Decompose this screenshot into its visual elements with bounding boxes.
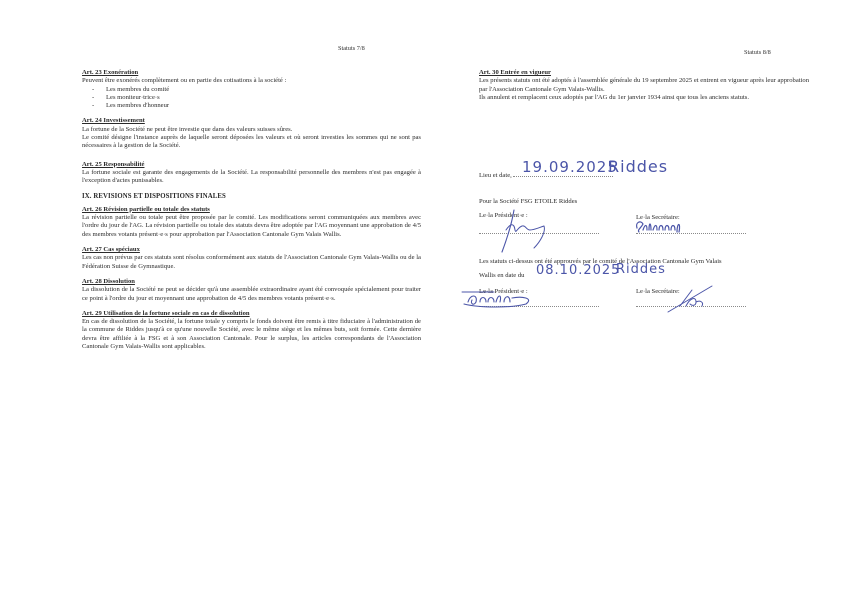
article-text: La révision partielle ou totale peut être proposée par le comité. Les modifications seront communiquées aux membres avec l'ordre du jour de l'AG. La révision partielle ou totale des statuts devra être adoptée par l'AG moyennant une approbation de 4/5 des membres votants présent·e·s pour approbation par l'Association Cantonale Gym Valais Wallis. (82, 214, 421, 238)
article-title: Art. 27 Cas spéciaux (82, 246, 140, 254)
page-number: Statuts 7/8 (338, 45, 365, 52)
article-text: Les présents statuts ont été adoptés à l'assemblée générale du 19 septembre 2025 et entrent en vigueur après leur approbation par l'Association Cantonale Gym Valais-Wallis. (479, 77, 809, 93)
article-25 (82, 161, 421, 186)
page-7-content (82, 69, 421, 358)
approval-secretary-signature (666, 284, 716, 314)
approval-president-label: Le·la Président·e : (479, 288, 528, 295)
page-number: Statuts 8/8 (744, 49, 771, 56)
article-text: Le comité désigne l'instance auprès de laquelle seront déposées les valeurs et où seront investies les sommes qui ne sont pas nécessaires à la gestion de la Société. (82, 134, 421, 150)
approval-handwritten-date: 08.10.2025 (536, 263, 621, 278)
article-24 (82, 117, 421, 150)
section-title: IX. REVISIONS ET DISPOSITIONS FINALES (82, 192, 226, 200)
president-signature (500, 208, 560, 253)
approval-secretary-label: Le·la Secrétaire: (636, 288, 680, 295)
page-8 (430, 0, 841, 595)
list-item: - Les membres d'honneur (92, 102, 421, 110)
article-title: Art. 23 Exonération (82, 69, 139, 76)
approval-text-line2: Wallis en date du (479, 272, 525, 279)
article-30 (479, 69, 809, 102)
article-text: En cas de dissolution de la Société, la fortune totale y compris le fonds doivent être remis à titre fiduciaire à l'administration de la commune de Riddes jusqu'à ce qu'une nouvelle Société, avec le même siège et les mêmes buts, soit formée. Cette dernière devra être affiliée à la FSG et à son Association Cantonale. Pour le surplus, les articles correspondants de l'Association Cantonale Gym Valais-Wallis sont applicables. (82, 318, 421, 351)
approval-president-signature (460, 288, 550, 310)
article-text: Ils annulent et remplacent ceux adoptés par l'AG du 1er janvier 1934 ainsi que tous les anciens statuts. (479, 93, 749, 101)
society-secretary-label: Le·la Secrétaire: (636, 214, 680, 221)
article-text: Peuvent être exonérés complètement ou en partie des cotisations à la société : (82, 77, 287, 85)
list-item: - Les moniteur·trice·s (92, 94, 421, 102)
approval-text-line1: Les statuts ci-dessus ont été approuvés par le comité de l'Association Cantonale Gym Valais (479, 258, 722, 265)
article-title: Art. 24 Investissement (82, 117, 145, 125)
exemption-list (82, 86, 421, 111)
article-29 (82, 310, 421, 351)
article-23 (82, 69, 421, 110)
list-item: - Les membres du comité (92, 86, 421, 94)
page-8-content (479, 69, 809, 109)
approval-handwritten-place: Riddes (616, 262, 666, 277)
article-title: Art. 28 Dissolution (82, 277, 135, 285)
society-president-label: Le·la Président·e : (479, 212, 528, 219)
article-text: La fortune sociale est garante des engagements de la Société. La responsabilité personnelle des membres n'est pas engagée à l'exception d'actes punissables. (82, 168, 421, 185)
article-28 (82, 278, 421, 303)
place-date-label: Lieu et date, (479, 172, 512, 179)
article-title: Art. 25 Responsabilité (82, 160, 145, 168)
article-text: Les cas non prévus par ces statuts sont résolus conformément aux statuts de l'Association Cantonale Gym Valais-Wallis ou de la Fédération Suisse de Gymnastique. (82, 254, 421, 270)
handwritten-place: Riddes (608, 157, 669, 176)
handwritten-date: 19.09.2025 (522, 158, 618, 176)
article-title: Art. 30 Entrée en vigueur (479, 69, 551, 76)
article-text: La fortune de la Société ne peut être investie que dans des valeurs suisses sûres. (82, 125, 293, 133)
article-title: Art. 29 Utilisation de la fortune sociale en cas de dissolution (82, 309, 250, 317)
secretary-signature (633, 218, 688, 234)
article-text: La dissolution de la Société ne peut se décider qu'à une assemblée extraordinaire ayant été convoquée spécialement pour traiter ce point à l'ordre du jour et moyennant une approbation de 4/5 des membres votants présent·e·s. (82, 286, 421, 302)
article-27 (82, 246, 421, 271)
article-26 (82, 206, 421, 239)
article-title: Art. 26 Révision partielle ou totale des statuts (82, 205, 210, 213)
society-label: Pour la Société FSG ETOILE Riddes (479, 198, 578, 205)
